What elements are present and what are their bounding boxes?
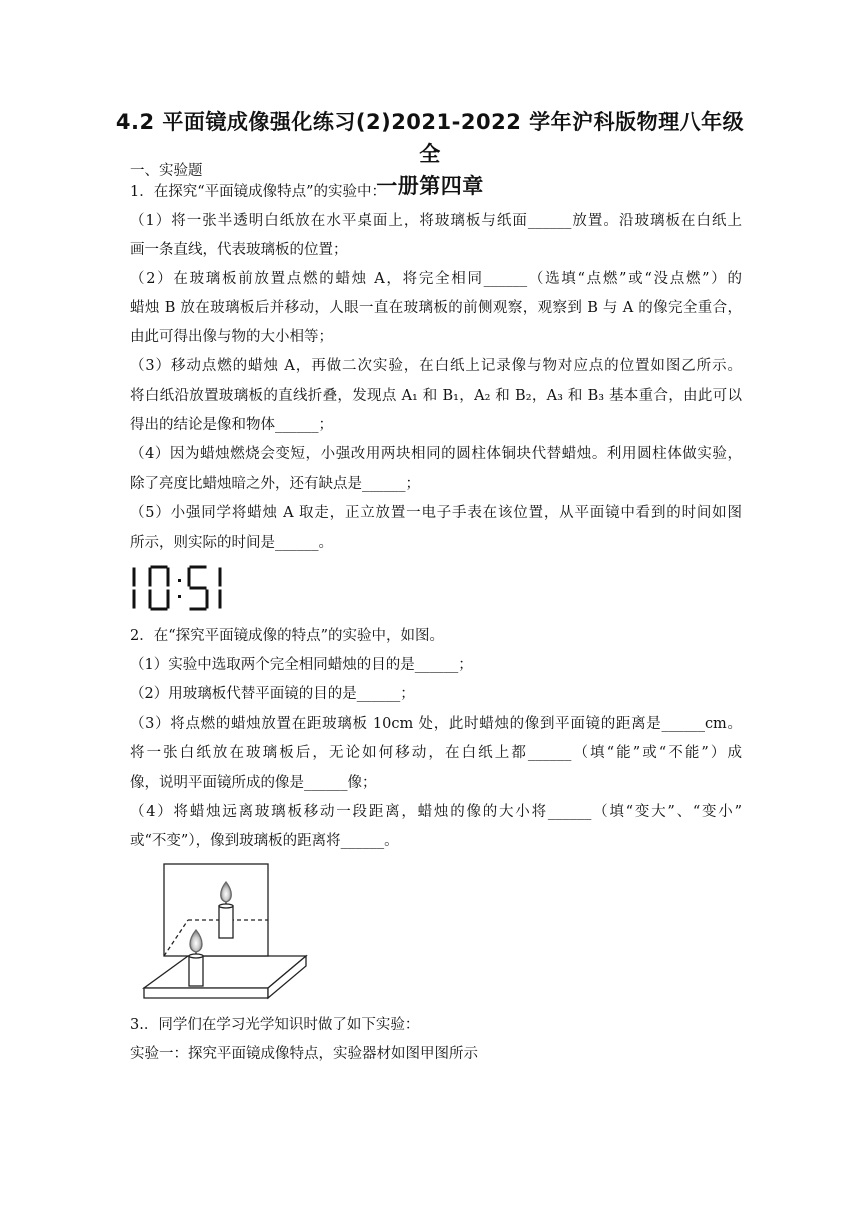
q1-part2-line2: 蜡烛 B 放在玻璃板后并移动，人眼一直在玻璃板的前侧观察，观察到 B 与 A 的像完全重合，: [130, 300, 742, 316]
q2-part2: （2）用玻璃板代替平面镜的目的是______；: [130, 686, 415, 702]
q1-part3-line2: 将白纸沿放置玻璃板的直线折叠，发现点 A₁ 和 B₁，A₂ 和 B₂，A₃ 和 B₃ 基本重合，由此可以: [130, 388, 742, 404]
q1-part3-line3: 得出的结论是像和物体______；: [130, 417, 333, 433]
q2-part4-line2: 或“不变”），像到玻璃板的距离将______。: [130, 833, 399, 849]
q1-part4-line1: （4）因为蜡烛燃烧会变短，小强改用两块相同的圆柱体铜块代替蜡烛。利用圆柱体做实验，: [130, 446, 742, 462]
q2-stem: 2．在“探究平面镜成像的特点”的实验中，如图。: [130, 628, 445, 644]
q1-part2-line1: （2）在玻璃板前放置点燃的蜡烛 A，将完全相同______（选填“点燃”或“没点燃”）的: [130, 271, 742, 287]
q2-part3-line3: 像，说明平面镜所成的像是______像；: [130, 775, 377, 791]
q1-stem: 1．在探究“平面镜成像特点”的实验中：: [130, 184, 387, 200]
plane-mirror-experiment-figure: [130, 860, 310, 1004]
colon-top-dot: [178, 579, 181, 582]
q1-part3-line1: （3）移动点燃的蜡烛 A，再做二次实验，在白纸上记录像与物对应点的位置如图乙所示。: [130, 358, 742, 374]
q1-part1-line1: （1）将一张半透明白纸放在水平桌面上，将玻璃板与纸面______放置。沿玻璃板在白纸上: [130, 213, 742, 229]
q2-part4-line1: （4）将蜡烛远离玻璃板移动一段距离，蜡烛的像的大小将______（填“变大”、“变小”: [130, 804, 742, 820]
q2-part3-line1: （3）将点燃的蜡烛放置在距玻璃板 10cm 处，此时蜡烛的像到平面镜的距离是______cm。: [130, 716, 742, 732]
q3-experiment-1: 实验一：探究平面镜成像特点，实验器材如图甲图所示: [130, 1046, 478, 1062]
board-front: [144, 988, 268, 998]
title-line-2: 一册第四章: [376, 174, 484, 198]
title-line-1: 4.2 平面镜成像强化练习(2)2021-2022 学年沪科版物理八年级全: [115, 110, 745, 166]
q1-part2-line3: 由此可得出像与物的大小相等；: [130, 329, 333, 345]
q3-stem: 3.．同学们在学习光学知识时做了如下实验：: [130, 1017, 420, 1033]
q1-part4-line2: 除了亮度比蜡烛暗之外，还有缺点是______；: [130, 476, 420, 492]
q1-part1-line2: 画一条直线，代表玻璃板的位置；: [130, 242, 348, 258]
section-heading: 一、实验题: [130, 163, 203, 179]
q2-part3-line2: 将一张白纸放在玻璃板后，无论如何移动，在白纸上都______（填“能”或“不能”）成: [130, 745, 742, 761]
q1-part5-line1: （5）小强同学将蜡烛 A 取走，正立放置一电子手表在该位置，从平面镜中看到的时间如图: [130, 505, 742, 521]
glass-plate: [164, 864, 268, 956]
colon-bottom-dot: [178, 595, 181, 598]
candle-b-body: [219, 906, 233, 938]
q2-part1: （1）实验中选取两个完全相同蜡烛的目的是______；: [130, 657, 473, 673]
candle-a-body: [189, 956, 203, 986]
q1-part5-line2: 所示，则实际的时间是______。: [130, 535, 333, 551]
mirrored-clock-figure: [128, 565, 224, 611]
